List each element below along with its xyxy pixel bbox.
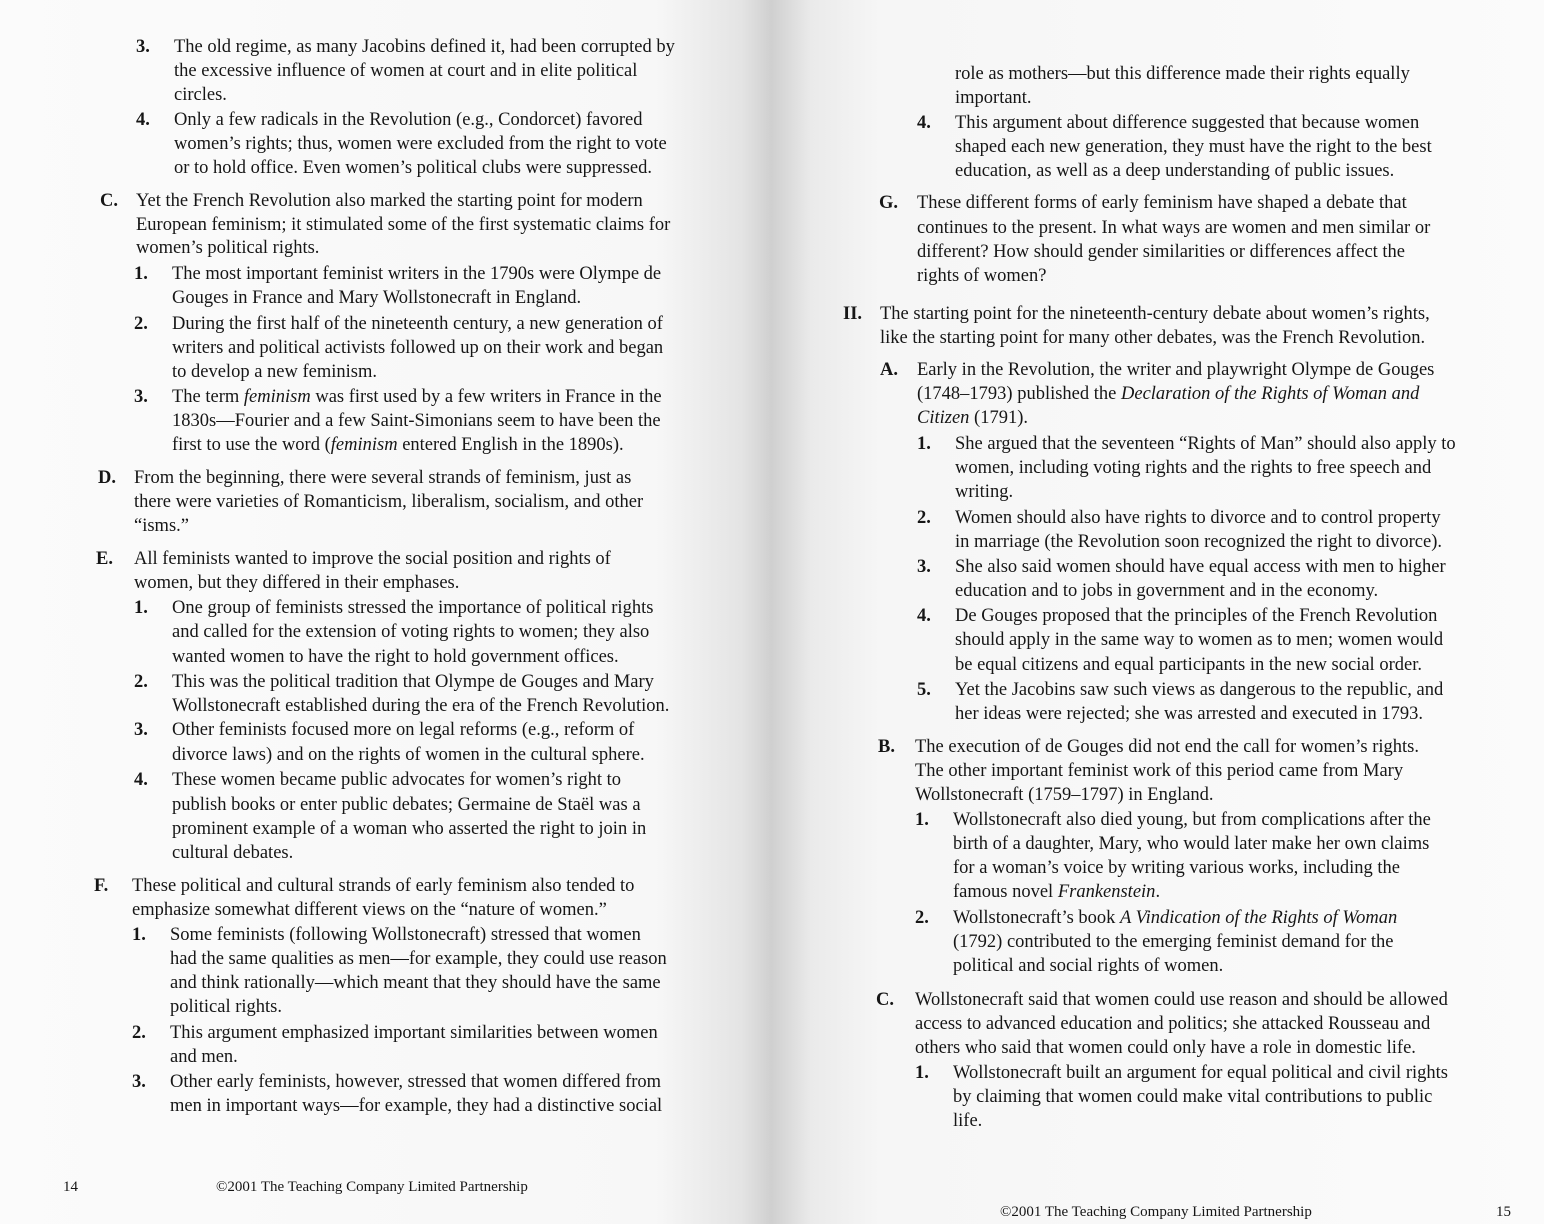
outline-marker: 1.	[917, 434, 931, 454]
text-line: like the starting point for many other debates, was the French Revolution.	[880, 328, 1426, 348]
text-line: This was the political tradition that Olympe de Gouges and Mary	[172, 672, 654, 692]
text-line: others who said that women could only have a role in domestic life.	[915, 1038, 1416, 1058]
outline-marker: 5.	[917, 680, 931, 700]
text-line: prominent example of a woman who asserted the right to join in	[172, 819, 647, 839]
outline-marker: 1.	[915, 810, 929, 830]
text-line: Early in the Revolution, the writer and playwright Olympe de Gouges	[917, 360, 1435, 380]
outline-marker: C.	[100, 191, 118, 211]
outline-marker: B.	[878, 737, 895, 757]
text-line: European feminism; it stimulated some of the first systematic claims for	[136, 215, 671, 235]
text-run: (1791).	[969, 408, 1028, 428]
text-line: education and to jobs in government and in the economy.	[955, 581, 1379, 601]
outline-marker: 2.	[915, 908, 929, 928]
text-run: first to use the word (	[172, 435, 331, 455]
text-line: had the same qualities as men—for example, they could use reason	[170, 949, 667, 969]
text-line: political and social rights of women.	[953, 956, 1224, 976]
outline-marker: A.	[880, 360, 898, 380]
text-line: publish books or enter public debates; Germaine de Staël was a	[172, 795, 641, 815]
text-line: From the beginning, there were several strands of feminism, just as	[134, 468, 632, 488]
text-line: be equal citizens and equal participants in the new social order.	[955, 655, 1422, 675]
text-line: De Gouges proposed that the principles of the French Revolution	[955, 606, 1438, 626]
outline-marker: 4.	[134, 770, 148, 790]
text-line	[953, 880, 1160, 904]
text-line: Gouges in France and Mary Wollstonecraft in England.	[172, 288, 582, 308]
left-page-number: 14	[63, 1179, 78, 1195]
italic-title: feminism	[243, 387, 311, 407]
outline-marker: 1.	[132, 925, 146, 945]
text-line: 1830s—Fourier and a few Saint-Simonians seem to have been the	[172, 411, 661, 431]
text-line: women’s rights; thus, women were excluded from the right to vote	[174, 134, 667, 154]
text-run: (1748–1793) published the	[917, 384, 1121, 404]
text-line: by claiming that women could make vital contributions to public	[953, 1087, 1433, 1107]
text-line: Other early feminists, however, stressed that women differed from	[170, 1072, 662, 1092]
text-line: in marriage (the Revolution soon recognized the right to divorce).	[955, 532, 1443, 552]
outline-marker: C.	[876, 990, 894, 1010]
text-line: Women should also have rights to divorce and to control property	[955, 508, 1441, 528]
outline-marker: E.	[96, 549, 113, 569]
text-line	[172, 385, 662, 409]
outline-marker: 2.	[134, 672, 148, 692]
outline-marker: 4.	[917, 113, 931, 133]
text-line: continues to the present. In what ways are women and men similar or	[917, 218, 1431, 238]
text-line: The execution of de Gouges did not end the call for women’s rights.	[915, 737, 1419, 757]
text-line: for a woman’s voice by writing various works, including the	[953, 858, 1400, 878]
text-line: writers and political activists followed up on their work and began	[172, 338, 664, 358]
text-run: .	[1155, 882, 1161, 902]
right-page-number: 15	[1496, 1204, 1511, 1220]
outline-marker: 4.	[917, 606, 931, 626]
text-line: wanted women to have the right to hold government offices.	[172, 647, 619, 667]
outline-marker: 2.	[917, 508, 931, 528]
outline-marker: 4.	[136, 110, 150, 130]
text-line: She argued that the seventeen “Rights of Man” should also apply to	[955, 434, 1456, 454]
text-line: The starting point for the nineteenth-century debate about women’s rights,	[880, 304, 1430, 324]
text-line: to develop a new feminism.	[172, 362, 377, 382]
outline-marker: 3.	[136, 37, 150, 57]
text-line: shaped each new generation, they must have the right to the best	[955, 137, 1432, 157]
text-line: divorce laws) and on the rights of women in the cultural sphere.	[172, 745, 645, 765]
text-run: Wollstonecraft’s book	[953, 908, 1121, 928]
text-line: (1792) contributed to the emerging feminist demand for the	[953, 932, 1394, 952]
text-line: Wollstonecraft (1759–1797) in England.	[915, 785, 1214, 805]
right-page	[772, 0, 1544, 1224]
text-line: and men.	[170, 1047, 238, 1067]
italic-title: A Vindication of the Rights of Woman	[1120, 908, 1398, 928]
outline-marker: 2.	[132, 1023, 146, 1043]
text-line: circles.	[174, 85, 227, 105]
text-run: entered English in the 1890s).	[397, 435, 624, 455]
outline-marker: 1.	[915, 1063, 929, 1083]
text-line: birth of a daughter, Mary, who would later make her own claims	[953, 834, 1430, 854]
text-line: emphasize somewhat different views on the “nature of women.”	[132, 900, 607, 920]
italic-title: Frankenstein	[1057, 882, 1156, 902]
text-run: famous novel	[953, 882, 1058, 902]
left-footer: ©2001 The Teaching Company Limited Partnership	[216, 1179, 528, 1195]
text-run: The term	[172, 387, 244, 407]
text-line: different? How should gender similarities or differences affect the	[917, 242, 1406, 262]
text-line	[917, 382, 1419, 406]
text-line: “isms.”	[134, 516, 189, 536]
outline-marker: 1.	[134, 598, 148, 618]
text-line	[172, 433, 624, 457]
text-line: Other feminists focused more on legal reforms (e.g., reform of	[172, 720, 635, 740]
text-line: women’s political rights.	[136, 238, 320, 258]
text-line: This argument about difference suggested that because women	[955, 113, 1420, 133]
text-line: cultural debates.	[172, 843, 294, 863]
text-line: role as mothers—but this difference made their rights equally	[955, 64, 1410, 84]
outline-marker: 1.	[134, 264, 148, 284]
text-line: important.	[955, 88, 1032, 108]
text-line: and think rationally—which meant that they should have the same	[170, 973, 661, 993]
text-line: One group of feminists stressed the importance of political rights	[172, 598, 654, 618]
text-line: education, as well as a deep understanding of public issues.	[955, 161, 1395, 181]
text-line: political rights.	[170, 997, 283, 1017]
text-line: women, but they differed in their emphases.	[134, 573, 460, 593]
text-line: The old regime, as many Jacobins defined it, had been corrupted by	[174, 37, 675, 57]
text-line: Wollstonecraft established during the era of the French Revolution.	[172, 696, 670, 716]
outline-marker: F.	[94, 876, 109, 896]
text-line: rights of women?	[917, 266, 1047, 286]
text-line: During the first half of the nineteenth century, a new generation of	[172, 314, 663, 334]
outline-marker: 3.	[917, 557, 931, 577]
text-line: women, including voting rights and the rights to free speech and	[955, 458, 1432, 478]
text-line: These political and cultural strands of early feminism also tended to	[132, 876, 635, 896]
outline-marker: 3.	[134, 387, 148, 407]
text-line: men in important ways—for example, they had a distinctive social	[170, 1096, 663, 1116]
text-line: The other important feminist work of this period came from Mary	[915, 761, 1404, 781]
outline-marker: 3.	[134, 720, 148, 740]
text-line: Yet the French Revolution also marked the starting point for modern	[136, 191, 643, 211]
outline-marker: G.	[879, 193, 899, 213]
right-footer: ©2001 The Teaching Company Limited Partnership	[1000, 1204, 1312, 1220]
text-line: the excessive influence of women at court and in elite political	[174, 61, 638, 81]
text-line: These women became public advocates for women’s right to	[172, 770, 621, 790]
text-line: should apply in the same way to women as to men; women would	[955, 630, 1444, 650]
outline-marker: D.	[98, 468, 116, 488]
outline-marker: 2.	[134, 314, 148, 334]
text-line: These different forms of early feminism have shaped a debate that	[917, 193, 1407, 213]
text-line: there were varieties of Romanticism, liberalism, socialism, and other	[134, 492, 644, 512]
text-line: Wollstonecraft also died young, but from complications after the	[953, 810, 1431, 830]
text-run: was first used by a few writers in France in the	[310, 387, 662, 407]
text-line: All feminists wanted to improve the social position and rights of	[134, 549, 611, 569]
text-line: access to advanced education and politics; she attacked Rousseau and	[915, 1014, 1431, 1034]
text-line: life.	[953, 1111, 983, 1131]
text-line: Wollstonecraft built an argument for equal political and civil rights	[953, 1063, 1448, 1083]
italic-title: Citizen	[917, 408, 970, 428]
outline-marker: II.	[843, 304, 863, 324]
text-line: She also said women should have equal access with men to higher	[955, 557, 1446, 577]
italic-title: feminism	[330, 435, 398, 455]
text-line	[953, 906, 1397, 930]
text-line: Yet the Jacobins saw such views as dangerous to the republic, and	[955, 680, 1444, 700]
text-line: This argument emphasized important similarities between women	[170, 1023, 658, 1043]
outline-marker: 3.	[132, 1072, 146, 1092]
text-line: Only a few radicals in the Revolution (e.g., Condorcet) favored	[174, 110, 643, 130]
text-line	[917, 406, 1028, 430]
text-line: and called for the extension of voting rights to women; they also	[172, 622, 650, 642]
italic-title: Declaration of the Rights of Woman and	[1121, 384, 1420, 404]
text-line: The most important feminist writers in the 1790s were Olympe de	[172, 264, 662, 284]
text-line: or to hold office. Even women’s political clubs were suppressed.	[174, 158, 652, 178]
text-line: writing.	[955, 482, 1014, 502]
text-line: Wollstonecraft said that women could use reason and should be allowed	[915, 990, 1448, 1010]
text-line: Some feminists (following Wollstonecraft) stressed that women	[170, 925, 641, 945]
text-line: her ideas were rejected; she was arrested and executed in 1793.	[955, 704, 1423, 724]
